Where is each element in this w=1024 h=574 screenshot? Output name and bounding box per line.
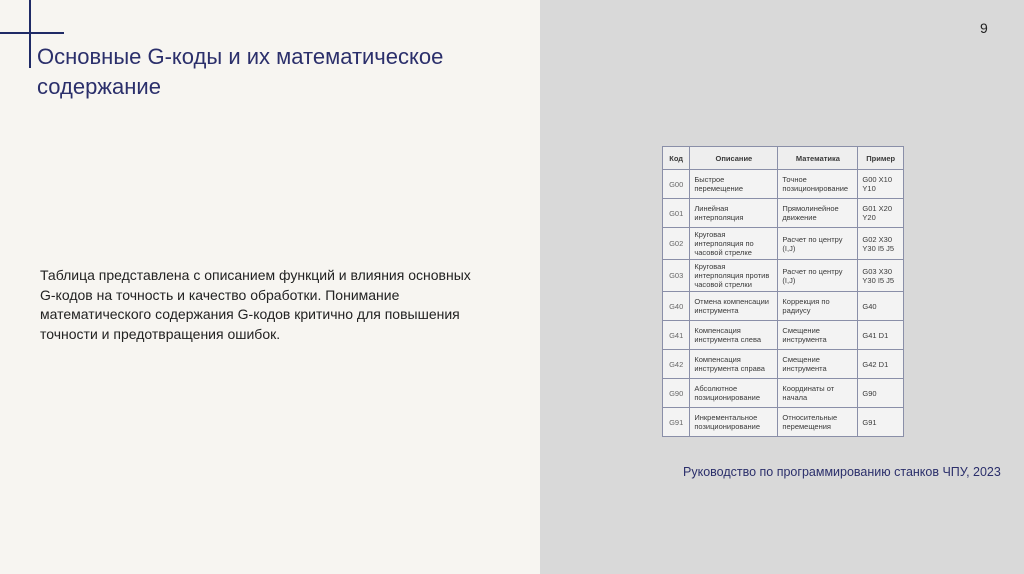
decor-horizontal-line [0,32,64,34]
cell-math: Расчет по центру (I,J) [778,228,858,260]
cell-math: Смещение инструмента [778,350,858,379]
cell-example: G91 [858,408,904,437]
table-row [663,408,904,437]
cell-description: Компенсация инструмента справа [690,350,778,379]
cell-code: G90 [663,379,690,408]
cell-example: G90 [858,379,904,408]
cell-example: G01 X20 Y20 [858,199,904,228]
table-row [663,321,904,350]
cell-math: Смещение инструмента [778,321,858,350]
cell-math: Коррекция по радиусу [778,292,858,321]
slide-title: Основные G-коды и их математическое содержание [37,44,444,99]
cell-example: G03 X30 Y30 I5 J5 [858,260,904,292]
table-row [663,292,904,321]
table-row [663,228,904,260]
cell-description: Линейная интерполяция [690,199,778,228]
header-code: Код [663,147,690,170]
header-description: Описание [690,147,778,170]
gcode-table-wrap [662,146,904,437]
cell-description: Инкрементальное позиционирование [690,408,778,437]
table-header-row [663,147,904,170]
table-row [663,350,904,379]
cell-example: G02 X30 Y30 I5 J5 [858,228,904,260]
page-number: 9 [980,20,988,36]
body-paragraph-1: Таблица представлена с описанием функций и влияния основных G-кодов на точность и качество обработки. [40,267,471,303]
header-math: Математика [778,147,858,170]
header-example: Пример [858,147,904,170]
cell-code: G03 [663,260,690,292]
table-row [663,170,904,199]
gcode-table [662,146,904,437]
cell-example: G40 [858,292,904,321]
cell-description: Компенсация инструмента слева [690,321,778,350]
slide-body [40,266,480,344]
cell-math: Точное позиционирование [778,170,858,199]
cell-code: G00 [663,170,690,199]
source-citation: Руководство по программированию станков ЧПУ, 2023 [683,465,1001,479]
cell-description: Круговая интерполяция против часовой стрелки [690,260,778,292]
body-paragraph-2: Понимание математического содержания G-кодов критично для повышения точности и предотвращения ошибок. [40,286,460,342]
cell-example: G42 D1 [858,350,904,379]
cell-example: G41 D1 [858,321,904,350]
cell-description: Отмена компенсации инструмента [690,292,778,321]
cell-description: Абсолютное позиционирование [690,379,778,408]
cell-math: Координаты от начала [778,379,858,408]
table-row [663,199,904,228]
table-row [663,260,904,292]
decor-vertical-line [29,0,31,68]
cell-code: G41 [663,321,690,350]
table-row [663,379,904,408]
cell-code: G02 [663,228,690,260]
cell-description: Быстрое перемещение [690,170,778,199]
cell-description: Круговая интерполяция по часовой стрелке [690,228,778,260]
cell-math: Расчет по центру (I,J) [778,260,858,292]
cell-math: Прямолинейное движение [778,199,858,228]
cell-code: G40 [663,292,690,321]
cell-example: G00 X10 Y10 [858,170,904,199]
cell-code: G42 [663,350,690,379]
cell-code: G91 [663,408,690,437]
cell-math: Относительные перемещения [778,408,858,437]
cell-code: G01 [663,199,690,228]
